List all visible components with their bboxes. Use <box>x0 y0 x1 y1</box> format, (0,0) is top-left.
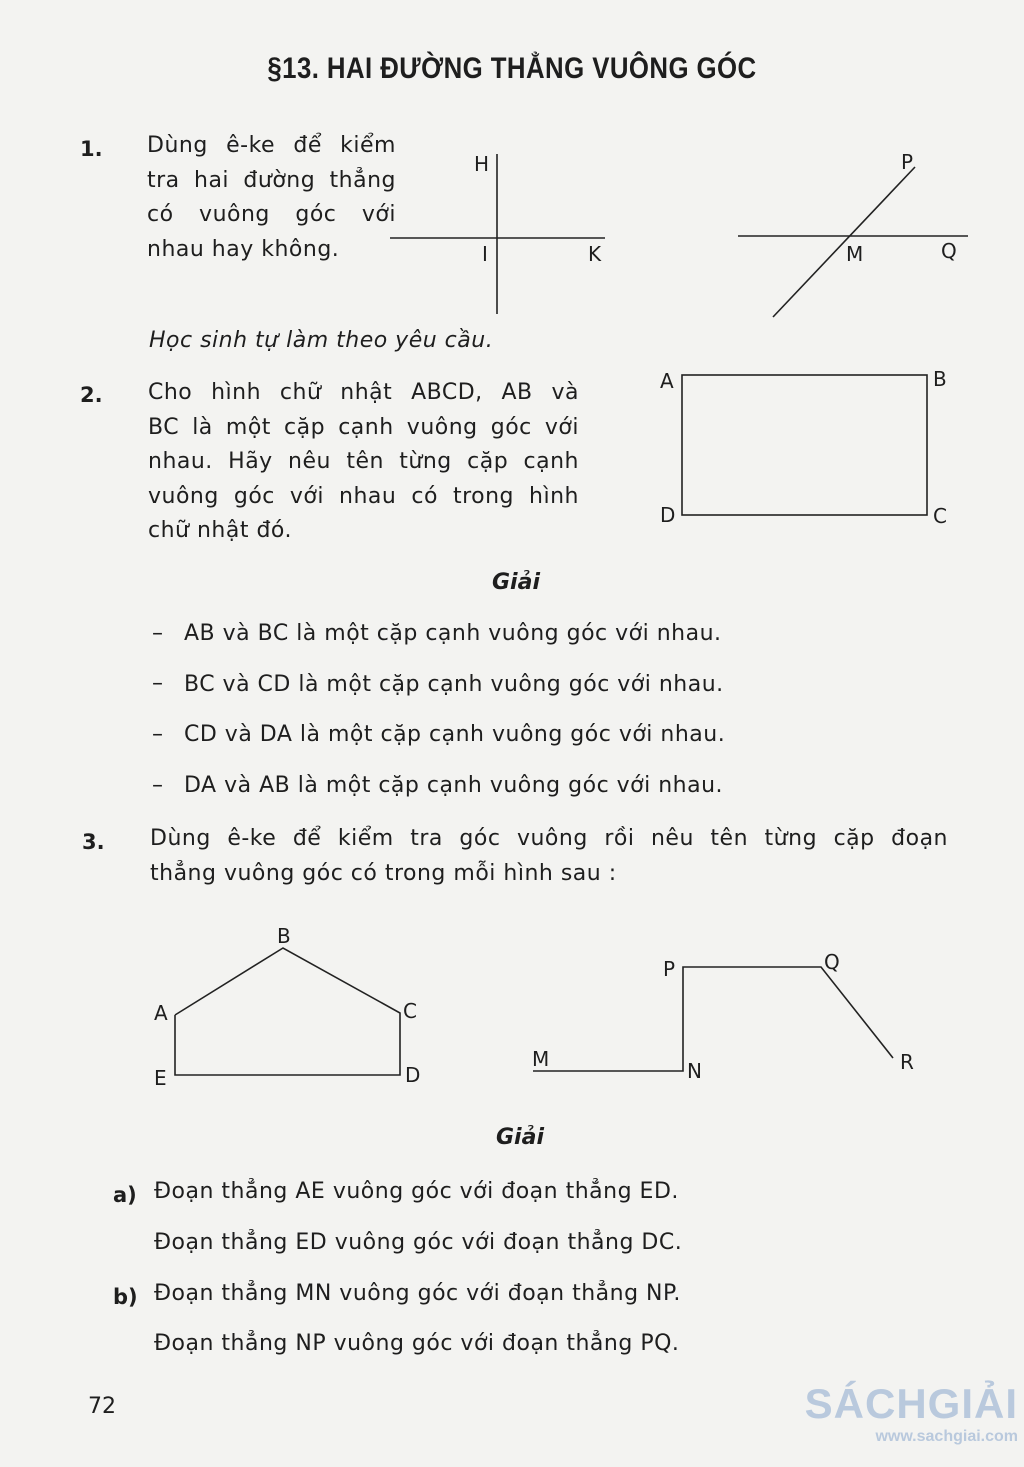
watermark-logo <box>805 1380 1018 1446</box>
exercise-2-line: vuông góc với nhau có trong hình <box>148 483 579 509</box>
bullet-dash: – <box>152 773 163 798</box>
part-a-line: Đoạn thẳng AE vuông góc với đoạn thẳng ED. <box>154 1179 679 1204</box>
exercise-1-number: 1. <box>80 137 103 161</box>
solution-2-item: BC và CD là một cặp cạnh vuông góc với nhau. <box>184 672 724 697</box>
rectangle <box>682 375 927 515</box>
exercise-2-line: Cho hình chữ nhật ABCD, AB và <box>148 380 579 405</box>
part-b-line: Đoạn thẳng NP vuông góc với đoạn thẳng PQ. <box>154 1331 680 1356</box>
solution-2-item: AB và BC là một cặp cạnh vuông góc với nhau. <box>184 621 722 646</box>
label-d: D <box>660 503 676 527</box>
solution-3-title: Giải <box>496 1125 544 1150</box>
bullet-dash: – <box>152 722 163 747</box>
exercise-3-number: 3. <box>82 830 105 854</box>
label-d: D <box>405 1063 421 1087</box>
label-c: C <box>933 504 947 528</box>
label-b: B <box>277 924 291 948</box>
bullet-dash: – <box>152 621 163 646</box>
label-i: I <box>482 242 488 266</box>
line-oblique <box>773 167 915 317</box>
exercise-1-line: có vuông góc với <box>147 202 396 227</box>
figure-oblique-pmq <box>730 145 980 325</box>
exercise-1-line: nhau hay không. <box>147 236 340 262</box>
exercise-2-line: chữ nhật đó. <box>148 518 292 543</box>
exercise-2-line: BC là một cặp cạnh vuông góc với <box>148 414 579 440</box>
label-r: R <box>900 1050 914 1074</box>
figure-perpendicular-hik <box>380 140 620 320</box>
label-m: M <box>846 242 864 266</box>
exercise-3-line: thẳng vuông góc có trong mỗi hình sau : <box>150 860 617 886</box>
solution-2-title: Giải <box>492 570 540 595</box>
exercise-2-text <box>148 376 579 549</box>
figure-pentagon-abcde <box>150 920 440 1095</box>
figure-rectangle-abcd <box>655 365 965 535</box>
part-a-label: a) <box>113 1183 137 1207</box>
exercise-3-line: Dùng ê-ke để kiểm tra góc vuông rồi nêu tên từng cặp đoạn <box>150 826 948 851</box>
polyline <box>533 967 893 1071</box>
figure-polyline-mnpqr <box>525 940 925 1090</box>
exercise-1-answer: Học sinh tự làm theo yêu cầu. <box>149 328 494 353</box>
label-h: H <box>474 152 490 176</box>
section-title: §13. HAI ĐƯỜNG THẲNG VUÔNG GÓC <box>267 52 757 85</box>
exercise-1-line: Dùng ê-ke để kiểm <box>147 133 396 158</box>
exercise-2-line: nhau. Hãy nêu tên từng cặp cạnh <box>148 449 579 474</box>
exercise-1-line: tra hai đường thẳng <box>147 167 396 193</box>
pentagon <box>175 948 400 1075</box>
exercise-3-text <box>150 822 948 891</box>
label-b: B <box>933 367 947 391</box>
label-p: P <box>663 957 676 981</box>
solution-2-item: DA và AB là một cặp cạnh vuông góc với nhau. <box>184 773 724 798</box>
label-e: E <box>154 1066 167 1090</box>
watermark-brand: SÁCHGIẢI <box>804 1380 1018 1427</box>
label-k: K <box>588 242 602 266</box>
part-b-label: b) <box>113 1285 138 1309</box>
bullet-dash: – <box>152 671 163 696</box>
part-b-line: Đoạn thẳng MN vuông góc với đoạn thẳng NP. <box>154 1281 681 1306</box>
page-number: 72 <box>88 1394 116 1419</box>
label-q: Q <box>941 239 957 263</box>
label-c: C <box>403 999 417 1023</box>
label-q: Q <box>824 950 840 974</box>
label-a: A <box>660 369 674 393</box>
exercise-2-number: 2. <box>80 383 103 407</box>
part-a-line: Đoạn thẳng ED vuông góc với đoạn thẳng DC. <box>154 1230 683 1255</box>
label-p: P <box>901 150 914 174</box>
label-n: N <box>687 1059 702 1083</box>
label-a: A <box>154 1001 168 1025</box>
solution-2-item: CD và DA là một cặp cạnh vuông góc với nhau. <box>184 722 726 747</box>
label-m: M <box>532 1047 550 1071</box>
watermark-url: www.sachgiai.com <box>875 1428 1018 1445</box>
exercise-1-text <box>147 129 396 267</box>
